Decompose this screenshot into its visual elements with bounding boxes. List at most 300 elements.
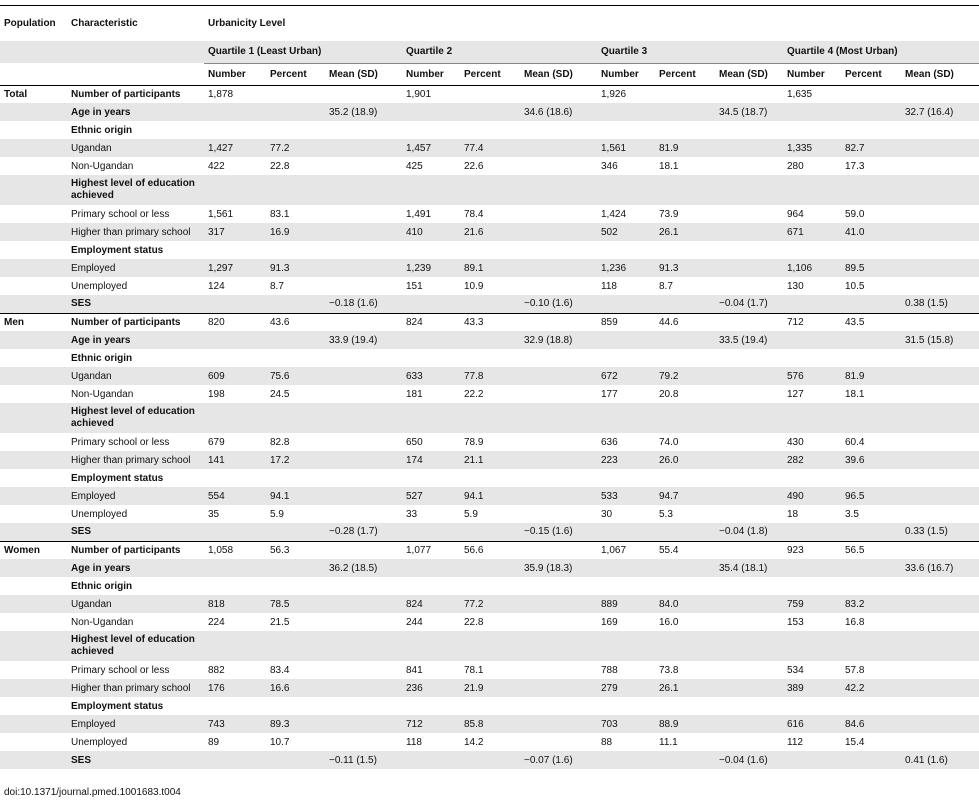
population-cell	[0, 469, 67, 487]
characteristic-cell: SES	[67, 751, 204, 769]
characteristic-cell: SES	[67, 523, 204, 541]
value-cell: 236	[402, 679, 460, 697]
value-cell: 21.6	[460, 223, 520, 241]
value-cell	[655, 85, 715, 103]
value-cell: 743	[204, 715, 266, 733]
value-cell: 425	[406, 160, 423, 172]
value-cell: 8.7	[659, 280, 673, 292]
value-cell	[402, 697, 460, 715]
value-cell: 17.3	[845, 160, 865, 172]
subheader-mean-q4: Mean (SD)	[901, 63, 979, 85]
value-cell	[715, 679, 783, 697]
value-cell: 1,457	[402, 139, 460, 157]
value-cell	[402, 469, 460, 487]
value-cell	[325, 469, 402, 487]
value-cell	[655, 175, 715, 205]
value-cell	[597, 751, 655, 769]
value-cell	[460, 469, 520, 487]
value-cell: 633	[402, 367, 460, 385]
value-cell	[597, 349, 655, 367]
value-cell	[325, 697, 402, 715]
value-cell	[520, 541, 597, 559]
value-cell	[715, 577, 783, 595]
table-row	[0, 541, 979, 559]
characteristic-cell: Employed	[67, 259, 204, 277]
value-cell	[204, 349, 266, 367]
population-cell	[0, 433, 67, 451]
characteristic-cell: Number of participants	[67, 541, 204, 559]
value-cell	[520, 277, 597, 295]
value-cell: 820	[204, 313, 266, 331]
value-cell: 112	[787, 736, 803, 748]
value-cell: 73.9	[659, 208, 679, 220]
characteristic-cell: Age in years	[67, 331, 204, 349]
value-cell: 88.9	[655, 715, 715, 733]
value-cell: −0.28 (1.7)	[325, 523, 402, 541]
value-cell	[901, 631, 979, 661]
value-cell	[402, 523, 460, 541]
value-cell: 18.1	[659, 160, 679, 172]
value-cell: 16.8	[845, 616, 865, 628]
value-cell	[520, 679, 597, 697]
population-cell	[0, 259, 67, 277]
value-cell: 42.2	[841, 679, 901, 697]
value-cell	[783, 103, 841, 121]
value-cell: 223	[597, 451, 655, 469]
value-cell	[520, 595, 597, 613]
characteristic-cell: Ethnic origin	[71, 124, 133, 136]
header-population: Population	[4, 17, 56, 29]
value-cell: 26.1	[655, 223, 715, 241]
value-cell	[597, 103, 655, 121]
value-cell	[204, 295, 266, 313]
value-cell: 10.7	[270, 736, 290, 748]
value-cell	[841, 103, 901, 121]
value-cell	[266, 523, 325, 541]
characteristic-cell: Unemployed	[71, 508, 128, 520]
value-cell: 1,239	[402, 259, 460, 277]
value-cell	[783, 331, 841, 349]
value-cell	[901, 697, 979, 715]
population-cell	[0, 103, 67, 121]
value-cell	[402, 403, 460, 433]
population-cell	[0, 595, 67, 613]
population-cell	[0, 223, 67, 241]
table-row	[0, 85, 979, 103]
value-cell	[655, 295, 715, 313]
table-row	[0, 715, 979, 733]
value-cell	[520, 385, 597, 403]
value-cell: 35.2 (18.9)	[325, 103, 402, 121]
header-quartile-2: Quartile 2	[402, 41, 597, 63]
header-urbanicity: Urbanicity Level	[208, 17, 286, 29]
value-cell	[520, 631, 597, 661]
table-row	[0, 433, 979, 451]
characteristic-cell: Employed	[67, 487, 204, 505]
table-row	[0, 697, 979, 715]
value-cell	[901, 613, 979, 631]
value-cell	[402, 349, 460, 367]
population-cell	[0, 139, 67, 157]
value-cell	[655, 469, 715, 487]
value-cell: 533	[597, 487, 655, 505]
value-cell: −0.07 (1.6)	[520, 751, 597, 769]
table-row	[0, 595, 979, 613]
population-cell	[0, 367, 67, 385]
value-cell: 16.9	[266, 223, 325, 241]
value-cell	[901, 451, 979, 469]
value-cell	[841, 469, 901, 487]
value-cell	[325, 679, 402, 697]
subheader-number-q2: Number	[402, 63, 460, 85]
value-cell: 1,106	[783, 259, 841, 277]
value-cell	[901, 505, 979, 523]
population-cell	[0, 613, 67, 631]
value-cell	[841, 121, 901, 139]
value-cell	[715, 241, 783, 259]
value-cell	[783, 577, 841, 595]
value-cell	[597, 331, 655, 349]
value-cell	[266, 577, 325, 595]
value-cell	[266, 331, 325, 349]
value-cell	[204, 175, 266, 205]
value-cell	[901, 157, 979, 175]
value-cell	[460, 295, 520, 313]
population-cell	[0, 733, 67, 751]
value-cell	[715, 613, 783, 631]
value-cell: 83.2	[841, 595, 901, 613]
value-cell	[715, 385, 783, 403]
characteristic-cell: Non-Ugandan	[71, 388, 134, 400]
characteristic-cell: Primary school or less	[71, 208, 170, 220]
value-cell: 32.7 (16.4)	[901, 103, 979, 121]
value-cell	[325, 505, 402, 523]
value-cell: 57.8	[845, 664, 865, 676]
table-row	[0, 259, 979, 277]
population-cell	[0, 523, 67, 541]
value-cell	[520, 121, 597, 139]
value-cell	[715, 595, 783, 613]
table-row	[0, 577, 979, 595]
value-cell: 89.5	[841, 259, 901, 277]
value-cell	[460, 523, 520, 541]
value-cell: 60.4	[845, 436, 865, 448]
value-cell	[715, 85, 783, 103]
value-cell: 389	[783, 679, 841, 697]
value-cell: 84.0	[655, 595, 715, 613]
value-cell: 24.5	[270, 388, 290, 400]
value-cell	[597, 631, 655, 661]
value-cell: 679	[208, 436, 225, 448]
value-cell	[520, 139, 597, 157]
value-cell: 33	[406, 508, 418, 520]
value-cell: 32.9 (18.8)	[520, 331, 597, 349]
value-cell: 18	[787, 508, 799, 520]
value-cell	[715, 403, 783, 433]
subheader-mean-q1: Mean (SD)	[325, 63, 402, 85]
value-cell: 77.4	[460, 139, 520, 157]
value-cell	[266, 697, 325, 715]
value-cell	[655, 349, 715, 367]
value-cell	[325, 349, 402, 367]
value-cell: 79.2	[655, 367, 715, 385]
value-cell	[325, 631, 402, 661]
value-cell	[520, 403, 597, 433]
value-cell	[325, 259, 402, 277]
value-cell: 279	[597, 679, 655, 697]
table-row	[0, 157, 979, 175]
value-cell	[715, 121, 783, 139]
value-cell: 1,561	[597, 139, 655, 157]
value-cell	[266, 349, 325, 367]
population-cell	[0, 631, 67, 661]
value-cell	[783, 175, 841, 205]
value-cell	[655, 697, 715, 715]
value-cell: 650	[406, 436, 423, 448]
characteristic-cell: Higher than primary school	[67, 679, 204, 697]
header-row-1	[0, 5, 979, 41]
value-cell	[655, 559, 715, 577]
table-row	[0, 277, 979, 295]
value-cell	[402, 577, 460, 595]
value-cell	[520, 451, 597, 469]
value-cell: 59.0	[845, 208, 865, 220]
value-cell: 712	[402, 715, 460, 733]
value-cell	[266, 121, 325, 139]
value-cell	[460, 85, 520, 103]
population-cell	[0, 577, 67, 595]
value-cell	[655, 331, 715, 349]
value-cell	[597, 577, 655, 595]
value-cell	[520, 487, 597, 505]
population-cell: Total	[4, 88, 28, 100]
value-cell	[325, 139, 402, 157]
value-cell	[597, 697, 655, 715]
value-cell: 176	[204, 679, 266, 697]
characteristic-cell: Ethnic origin	[71, 580, 133, 592]
population-cell	[0, 715, 67, 733]
value-cell: 20.8	[659, 388, 679, 400]
characteristic-cell: Employment status	[71, 700, 164, 712]
population-cell: Women	[0, 541, 67, 559]
value-cell: 130	[787, 280, 804, 292]
characteristic-cell: Higher than primary school	[67, 451, 204, 469]
characteristic-cell: Age in years	[67, 103, 204, 121]
value-cell	[901, 175, 979, 205]
value-cell: 8.7	[270, 280, 284, 292]
value-cell	[402, 295, 460, 313]
value-cell: −0.10 (1.6)	[520, 295, 597, 313]
value-cell	[460, 577, 520, 595]
subheader-number-q1: Number	[204, 63, 266, 85]
value-cell: 882	[208, 664, 225, 676]
value-cell: 317	[204, 223, 266, 241]
value-cell	[655, 121, 715, 139]
value-cell	[715, 541, 783, 559]
value-cell: 77.2	[460, 595, 520, 613]
header-row-2	[0, 41, 979, 63]
population-cell	[0, 679, 67, 697]
value-cell: 30	[601, 508, 613, 520]
value-cell: 89.1	[460, 259, 520, 277]
value-cell: 1,335	[783, 139, 841, 157]
value-cell	[520, 175, 597, 205]
population-cell	[0, 751, 67, 769]
value-cell	[783, 751, 841, 769]
value-cell: 3.5	[845, 508, 859, 520]
characteristic-cell: Non-Ugandan	[71, 616, 134, 628]
population-cell	[0, 403, 67, 433]
subheader-percent-q1: Percent	[266, 63, 325, 85]
value-cell	[325, 661, 402, 679]
value-cell	[715, 661, 783, 679]
characteristic-cell: Age in years	[67, 559, 204, 577]
value-cell	[841, 697, 901, 715]
value-cell: 21.1	[460, 451, 520, 469]
population-cell	[0, 451, 67, 469]
value-cell: 73.8	[659, 664, 679, 676]
table-row	[0, 223, 979, 241]
value-cell: 141	[204, 451, 266, 469]
value-cell: 181	[406, 388, 423, 400]
value-cell	[715, 157, 783, 175]
value-cell	[520, 223, 597, 241]
value-cell	[783, 403, 841, 433]
value-cell: 824	[402, 595, 460, 613]
value-cell	[597, 523, 655, 541]
value-cell: 34.5 (18.7)	[715, 103, 783, 121]
value-cell	[520, 661, 597, 679]
value-cell: 74.0	[659, 436, 679, 448]
value-cell	[655, 403, 715, 433]
characteristic-cell: Highest level of education achieved	[67, 175, 204, 205]
value-cell	[715, 505, 783, 523]
value-cell	[266, 751, 325, 769]
table-row	[0, 523, 979, 541]
value-cell: 788	[601, 664, 618, 676]
value-cell: 11.1	[659, 736, 678, 748]
value-cell: 703	[597, 715, 655, 733]
value-cell	[901, 205, 979, 223]
value-cell: 672	[597, 367, 655, 385]
header-quartile-3: Quartile 3	[597, 41, 783, 63]
table-row	[0, 505, 979, 523]
table-row	[0, 751, 979, 769]
table-row	[0, 385, 979, 403]
value-cell	[901, 367, 979, 385]
table-row	[0, 469, 979, 487]
characteristic-cell: Ugandan	[67, 367, 204, 385]
value-cell: 118	[601, 280, 617, 292]
value-cell: 1,424	[601, 208, 627, 220]
value-cell: 43.3	[460, 313, 520, 331]
value-cell	[715, 175, 783, 205]
value-cell	[783, 469, 841, 487]
value-cell	[460, 631, 520, 661]
value-cell	[901, 577, 979, 595]
value-cell	[266, 559, 325, 577]
header-quartile-1: Quartile 1 (Least Urban)	[204, 41, 402, 63]
population-cell	[0, 175, 67, 205]
value-cell	[460, 121, 520, 139]
value-cell	[460, 751, 520, 769]
value-cell	[655, 241, 715, 259]
value-cell	[204, 523, 266, 541]
value-cell	[460, 241, 520, 259]
value-cell: 1,058	[204, 541, 266, 559]
value-cell: 1,926	[601, 88, 627, 100]
value-cell	[841, 577, 901, 595]
value-cell: 1,427	[204, 139, 266, 157]
value-cell	[715, 469, 783, 487]
value-cell: 82.7	[841, 139, 901, 157]
value-cell	[325, 223, 402, 241]
value-cell: 282	[783, 451, 841, 469]
value-cell: 21.5	[270, 616, 290, 628]
value-cell: 244	[406, 616, 423, 628]
value-cell	[901, 121, 979, 139]
value-cell: 759	[783, 595, 841, 613]
value-cell: 26.0	[655, 451, 715, 469]
value-cell: 824	[402, 313, 460, 331]
value-cell: 818	[204, 595, 266, 613]
value-cell	[266, 295, 325, 313]
value-cell	[715, 451, 783, 469]
value-cell: 10.9	[464, 280, 484, 292]
value-cell: 56.6	[460, 541, 520, 559]
value-cell	[325, 205, 402, 223]
value-cell	[715, 139, 783, 157]
value-cell	[402, 103, 460, 121]
value-cell: 1,491	[406, 208, 432, 220]
value-cell	[597, 469, 655, 487]
population-cell	[0, 661, 67, 679]
value-cell	[783, 523, 841, 541]
value-cell: 22.8	[464, 616, 484, 628]
characteristic-cell: SES	[67, 295, 204, 313]
population-cell	[0, 559, 67, 577]
value-cell: 1,901	[406, 88, 432, 100]
value-cell: 39.6	[841, 451, 901, 469]
value-cell: 174	[402, 451, 460, 469]
characteristic-cell: Primary school or less	[71, 664, 170, 676]
value-cell	[325, 733, 402, 751]
characteristic-cell: Ugandan	[67, 595, 204, 613]
value-cell	[715, 715, 783, 733]
value-cell	[841, 85, 901, 103]
value-cell	[460, 559, 520, 577]
value-cell: 1,077	[402, 541, 460, 559]
value-cell	[325, 241, 402, 259]
header-characteristic: Characteristic	[71, 17, 138, 29]
value-cell	[901, 85, 979, 103]
value-cell: 21.9	[460, 679, 520, 697]
value-cell	[266, 631, 325, 661]
table-row	[0, 349, 979, 367]
value-cell: 10.5	[845, 280, 865, 292]
table-row	[0, 295, 979, 313]
value-cell	[204, 697, 266, 715]
characteristic-cell: Number of participants	[67, 313, 204, 331]
value-cell: 88	[601, 736, 613, 748]
value-cell: 14.2	[464, 736, 484, 748]
value-cell: 127	[787, 388, 804, 400]
table-row	[0, 175, 979, 205]
characteristic-cell: Higher than primary school	[67, 223, 204, 241]
value-cell: 859	[597, 313, 655, 331]
value-cell	[402, 559, 460, 577]
value-cell	[841, 241, 901, 259]
